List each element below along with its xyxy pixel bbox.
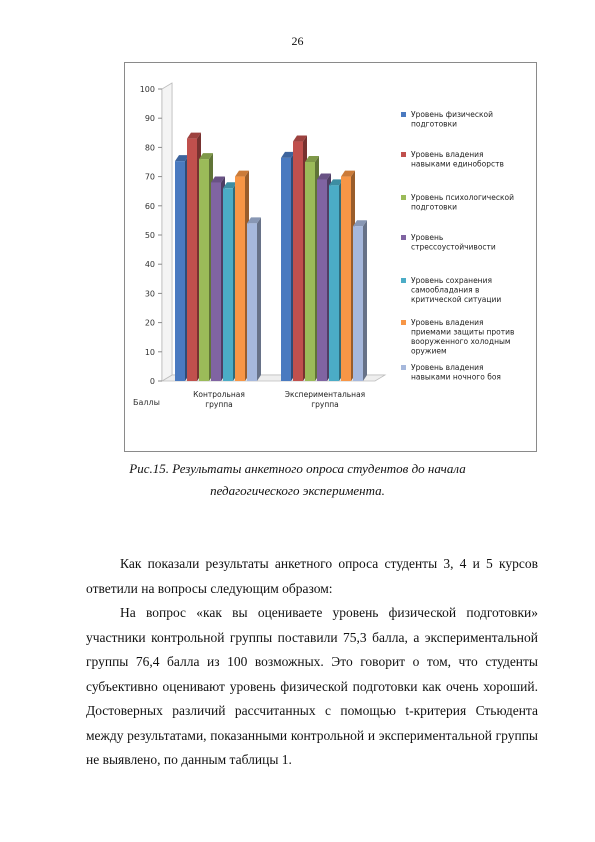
legend-label: Уровень стрессоустойчивости [411, 233, 496, 252]
paragraph-1 [86, 552, 538, 601]
y-tick-label: 40 [144, 260, 155, 270]
y-tick-label: 100 [139, 85, 155, 94]
bar [199, 159, 209, 381]
bar [341, 177, 351, 381]
page-number: 26 [291, 34, 304, 48]
legend-label: Уровень владения навыками единоборств [411, 150, 504, 169]
y-tick-label: 70 [144, 172, 155, 182]
bar [329, 185, 339, 381]
figure-caption [60, 458, 535, 502]
legend-swatch [401, 195, 406, 200]
y-tick-label: 50 [144, 231, 155, 240]
bar-chart [125, 63, 536, 451]
chart-frame [124, 62, 537, 452]
legend-swatch [401, 278, 406, 283]
legend-swatch [401, 365, 406, 370]
bar [305, 162, 315, 381]
bar [211, 182, 221, 381]
bar [293, 142, 303, 381]
legend-swatch [401, 112, 406, 117]
legend-label: Уровень психологической подготовки [411, 193, 514, 212]
y-tick-label: 20 [144, 318, 155, 328]
bar-side [363, 220, 367, 381]
bar-side [257, 217, 261, 381]
bar [235, 177, 245, 381]
y-tick-label: 30 [144, 289, 155, 299]
side-wall [162, 83, 172, 381]
y-tick-label: 10 [144, 347, 155, 357]
bar [317, 180, 327, 381]
x-category-label: Экспериментальная [284, 390, 366, 399]
legend-label: Уровень сохранения самообладания в критической ситуации [411, 276, 502, 304]
bar [353, 226, 363, 381]
caption-line-1: Рис.15. Результаты анкетного опроса студентов до начала [129, 461, 466, 476]
paragraph-2-text: На вопрос «как вы оцениваете уровень физической подготовки» участники контрольной группы поставили 75,3 балла, а экспериментальной группы 76,4 балла из 100 возможных. Это говорит о том, что студенты субъективно оценивают уровень физической подготовки как очень хороший. Достоверных различий рассчитанных с помощью t-критерия Стьюдента между результатами, показанными контрольной и экспериментальной группы не выявлено, по данным таблицы 1. [86, 605, 538, 767]
x-category-label: Контрольная [193, 390, 245, 399]
legend-swatch [401, 152, 406, 157]
bar [223, 188, 233, 381]
y-tick-label: 80 [144, 143, 155, 153]
y-tick-label: 90 [144, 114, 155, 124]
paragraph-2 [86, 601, 538, 773]
bar [187, 139, 197, 381]
legend-label: Уровень физической подготовки [411, 110, 493, 129]
caption-line-2: педагогического эксперимента. [210, 483, 385, 498]
legend-label: Уровень владения приемами защиты против вооруженного холодным оружием [411, 318, 515, 356]
x-category-label: группа [205, 400, 233, 409]
y-axis-label: Баллы [133, 398, 160, 407]
legend-swatch [401, 320, 406, 325]
bar [281, 158, 291, 381]
y-tick-label: 60 [144, 201, 155, 211]
paragraph-1-text: Как показали результаты анкетного опроса студенты 3, 4 и 5 курсов ответили на вопросы следующим образом: [86, 556, 538, 596]
legend-swatch [401, 235, 406, 240]
legend-label: Уровень владения навыками ночного боя [411, 363, 501, 382]
bar [247, 223, 257, 381]
y-tick-label: 0 [149, 377, 155, 386]
x-category-label: группа [311, 400, 339, 409]
bar [175, 161, 185, 381]
